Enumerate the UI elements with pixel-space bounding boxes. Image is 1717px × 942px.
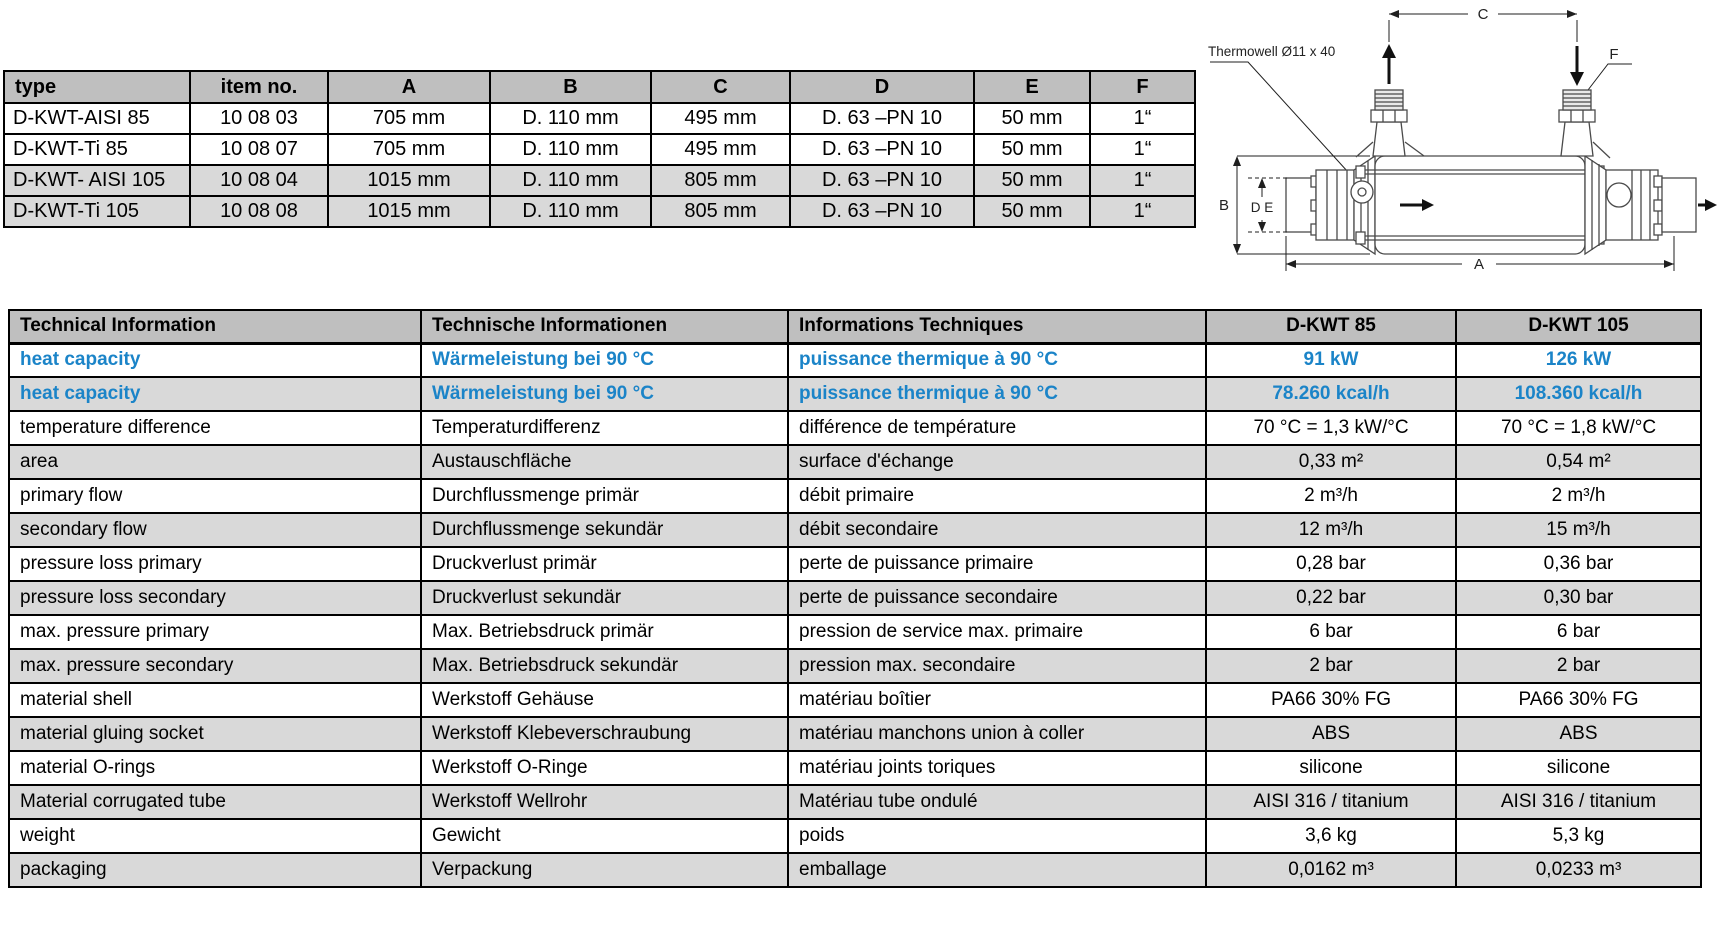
table-cell: 2 bar [1456, 649, 1701, 683]
heat-exchanger-body [1286, 90, 1696, 254]
table-row [4, 196, 1195, 227]
table-cell: 2 m³/h [1206, 479, 1456, 513]
table-cell: D. 110 mm [490, 196, 651, 227]
table-row [4, 165, 1195, 196]
table-cell: 1“ [1090, 134, 1195, 165]
dim-label-a: A [1473, 256, 1485, 273]
table-cell: 70 °C = 1,8 kW/°C [1456, 411, 1701, 445]
table-cell: 1015 mm [328, 165, 490, 196]
dim-label-f: F [1609, 46, 1619, 63]
table-cell: 0,22 bar [1206, 581, 1456, 615]
column-header: item no. [190, 71, 328, 103]
table-cell: temperature difference [9, 411, 421, 445]
table-cell: packaging [9, 853, 421, 887]
table-cell: 0,0233 m³ [1456, 853, 1701, 887]
table-cell: Druckverlust sekundär [421, 581, 788, 615]
table-cell: Max. Betriebsdruck sekundär [421, 649, 788, 683]
thermowell-callout [1208, 44, 1358, 183]
right-port-circle [1607, 183, 1631, 207]
table-row [9, 513, 1701, 547]
table-row [9, 343, 1701, 377]
table-cell: poids [788, 819, 1206, 853]
table-cell: puissance thermique à 90 °C [788, 377, 1206, 411]
table-cell: secondary flow [9, 513, 421, 547]
table-cell: D-KWT- AISI 105 [4, 165, 190, 196]
table-row [9, 547, 1701, 581]
column-header: D-KWT 85 [1206, 310, 1456, 343]
table-cell: 50 mm [974, 134, 1090, 165]
table-cell: Matériau tube ondulé [788, 785, 1206, 819]
table-cell: débit primaire [788, 479, 1206, 513]
table-cell: PA66 30% FG [1456, 683, 1701, 717]
table-cell: 0,36 bar [1456, 547, 1701, 581]
table-cell: 2 bar [1206, 649, 1456, 683]
table-cell: Durchflussmenge primär [421, 479, 788, 513]
table-cell: pressure loss primary [9, 547, 421, 581]
table-cell: 6 bar [1206, 615, 1456, 649]
flow-arrow-down [1570, 46, 1584, 86]
table-cell: silicone [1206, 751, 1456, 785]
table-cell: 10 08 07 [190, 134, 328, 165]
table-cell: puissance thermique à 90 °C [788, 343, 1206, 377]
table-cell: area [9, 445, 421, 479]
table-cell: weight [9, 819, 421, 853]
table-cell: matériau boîtier [788, 683, 1206, 717]
table-cell: primary flow [9, 479, 421, 513]
column-header: F [1090, 71, 1195, 103]
table-cell: 705 mm [328, 103, 490, 134]
table-cell: D-KWT-Ti 85 [4, 134, 190, 165]
table-cell: 495 mm [651, 134, 790, 165]
table-cell: Wärmeleistung bei 90 °C [421, 377, 788, 411]
table-cell: perte de puissance secondaire [788, 581, 1206, 615]
table-cell: 1015 mm [328, 196, 490, 227]
table-cell: 5,3 kg [1456, 819, 1701, 853]
table-row [9, 411, 1701, 445]
column-header: Informations Techniques [788, 310, 1206, 343]
table-cell: D. 63 –PN 10 [790, 103, 974, 134]
table-cell: matériau manchons union à coller [788, 717, 1206, 751]
table-cell: 495 mm [651, 103, 790, 134]
table-cell: 0,0162 m³ [1206, 853, 1456, 887]
technical-info-table [8, 309, 1702, 888]
table-cell: 91 kW [1206, 343, 1456, 377]
table-cell: 50 mm [974, 103, 1090, 134]
table-cell: 50 mm [974, 165, 1090, 196]
table-cell: 805 mm [651, 165, 790, 196]
table-cell: 12 m³/h [1206, 513, 1456, 547]
table-cell: silicone [1456, 751, 1701, 785]
column-header: A [328, 71, 490, 103]
table-row [9, 751, 1701, 785]
table-cell: D. 63 –PN 10 [790, 134, 974, 165]
table-cell: 1“ [1090, 103, 1195, 134]
table-cell: heat capacity [9, 343, 421, 377]
table-cell: Verpackung [421, 853, 788, 887]
table-cell: différence de température [788, 411, 1206, 445]
table-cell: 0,30 bar [1456, 581, 1701, 615]
table-row [9, 479, 1701, 513]
table-cell: D-KWT-Ti 105 [4, 196, 190, 227]
table-row [4, 103, 1195, 134]
dimension-f [1588, 46, 1632, 90]
table-cell: matériau joints toriques [788, 751, 1206, 785]
dim-label-b: B [1218, 197, 1230, 214]
table-cell: 6 bar [1456, 615, 1701, 649]
dimensions-header-row [4, 71, 1195, 103]
table-cell: D. 63 –PN 10 [790, 196, 974, 227]
table-cell: Wärmeleistung bei 90 °C [421, 343, 788, 377]
table-cell: AISI 316 / titanium [1206, 785, 1456, 819]
table-cell: material shell [9, 683, 421, 717]
column-header: D-KWT 105 [1456, 310, 1701, 343]
table-cell: ABS [1206, 717, 1456, 751]
table-cell: perte de puissance primaire [788, 547, 1206, 581]
table-cell: Austauschfläche [421, 445, 788, 479]
table-row [9, 615, 1701, 649]
column-header: D [790, 71, 974, 103]
table-cell: Werkstoff Gehäuse [421, 683, 788, 717]
table-row [9, 581, 1701, 615]
table-cell: 0,54 m² [1456, 445, 1701, 479]
heat-exchanger-diagram [1100, 0, 1717, 275]
dimension-de [1248, 178, 1288, 232]
table-cell: 126 kW [1456, 343, 1701, 377]
table-cell: 0,28 bar [1206, 547, 1456, 581]
flow-arrow-out [1698, 199, 1717, 211]
table-cell: 10 08 04 [190, 165, 328, 196]
table-cell: Temperaturdifferenz [421, 411, 788, 445]
table-cell: 78.260 kcal/h [1206, 377, 1456, 411]
table-cell: surface d'échange [788, 445, 1206, 479]
table-cell: D. 110 mm [490, 134, 651, 165]
table-cell: 1“ [1090, 165, 1195, 196]
table-cell: max. pressure primary [9, 615, 421, 649]
table-cell: 108.360 kcal/h [1456, 377, 1701, 411]
table-cell: PA66 30% FG [1206, 683, 1456, 717]
table-cell: pression de service max. primaire [788, 615, 1206, 649]
flow-arrow-up [1382, 44, 1396, 84]
dimension-b [1219, 156, 1241, 254]
table-cell: 2 m³/h [1456, 479, 1701, 513]
dimension-c [1389, 6, 1577, 42]
column-header: E [974, 71, 1090, 103]
table-row [9, 377, 1701, 411]
table-cell: pression max. secondaire [788, 649, 1206, 683]
table-cell: 10 08 08 [190, 196, 328, 227]
table-row [9, 445, 1701, 479]
column-header: Technical Information [9, 310, 421, 343]
table-cell: max. pressure secondary [9, 649, 421, 683]
table-cell: 705 mm [328, 134, 490, 165]
table-cell: AISI 316 / titanium [1456, 785, 1701, 819]
thermowell-label: Thermowell Ø11 x 40 [1208, 44, 1336, 59]
column-header: C [651, 71, 790, 103]
table-row [9, 717, 1701, 751]
table-cell: D. 110 mm [490, 103, 651, 134]
table-cell: 0,33 m² [1206, 445, 1456, 479]
table-cell: débit secondaire [788, 513, 1206, 547]
table-row [4, 134, 1195, 165]
table-row [9, 785, 1701, 819]
table-cell: material O-rings [9, 751, 421, 785]
table-cell: 805 mm [651, 196, 790, 227]
table-cell: pressure loss secondary [9, 581, 421, 615]
table-cell: Material corrugated tube [9, 785, 421, 819]
table-cell: ABS [1456, 717, 1701, 751]
table-row [9, 853, 1701, 887]
column-header: B [490, 71, 651, 103]
table-row [9, 683, 1701, 717]
thermowell-boss [1351, 181, 1373, 203]
technical-header-row [9, 310, 1701, 343]
table-row [9, 649, 1701, 683]
table-cell: 3,6 kg [1206, 819, 1456, 853]
table-cell: Max. Betriebsdruck primär [421, 615, 788, 649]
table-cell: Gewicht [421, 819, 788, 853]
table-cell: 1“ [1090, 196, 1195, 227]
table-cell: emballage [788, 853, 1206, 887]
table-cell: 15 m³/h [1456, 513, 1701, 547]
table-cell: Werkstoff Wellrohr [421, 785, 788, 819]
table-cell: D. 110 mm [490, 165, 651, 196]
column-header: Technische Informationen [421, 310, 788, 343]
dim-label-c: C [1477, 6, 1489, 23]
table-cell: Werkstoff Klebeverschraubung [421, 717, 788, 751]
table-cell: 70 °C = 1,3 kW/°C [1206, 411, 1456, 445]
table-cell: 50 mm [974, 196, 1090, 227]
table-row [9, 819, 1701, 853]
dim-label-de: D E [1250, 200, 1274, 215]
table-cell: 10 08 03 [190, 103, 328, 134]
table-cell: Werkstoff O-Ringe [421, 751, 788, 785]
table-cell: heat capacity [9, 377, 421, 411]
table-cell: D-KWT-AISI 85 [4, 103, 190, 134]
dimensions-table [3, 70, 1196, 228]
table-cell: D. 63 –PN 10 [790, 165, 974, 196]
table-cell: Druckverlust primär [421, 547, 788, 581]
table-cell: Durchflussmenge sekundär [421, 513, 788, 547]
table-cell: material gluing socket [9, 717, 421, 751]
column-header: type [4, 71, 190, 103]
